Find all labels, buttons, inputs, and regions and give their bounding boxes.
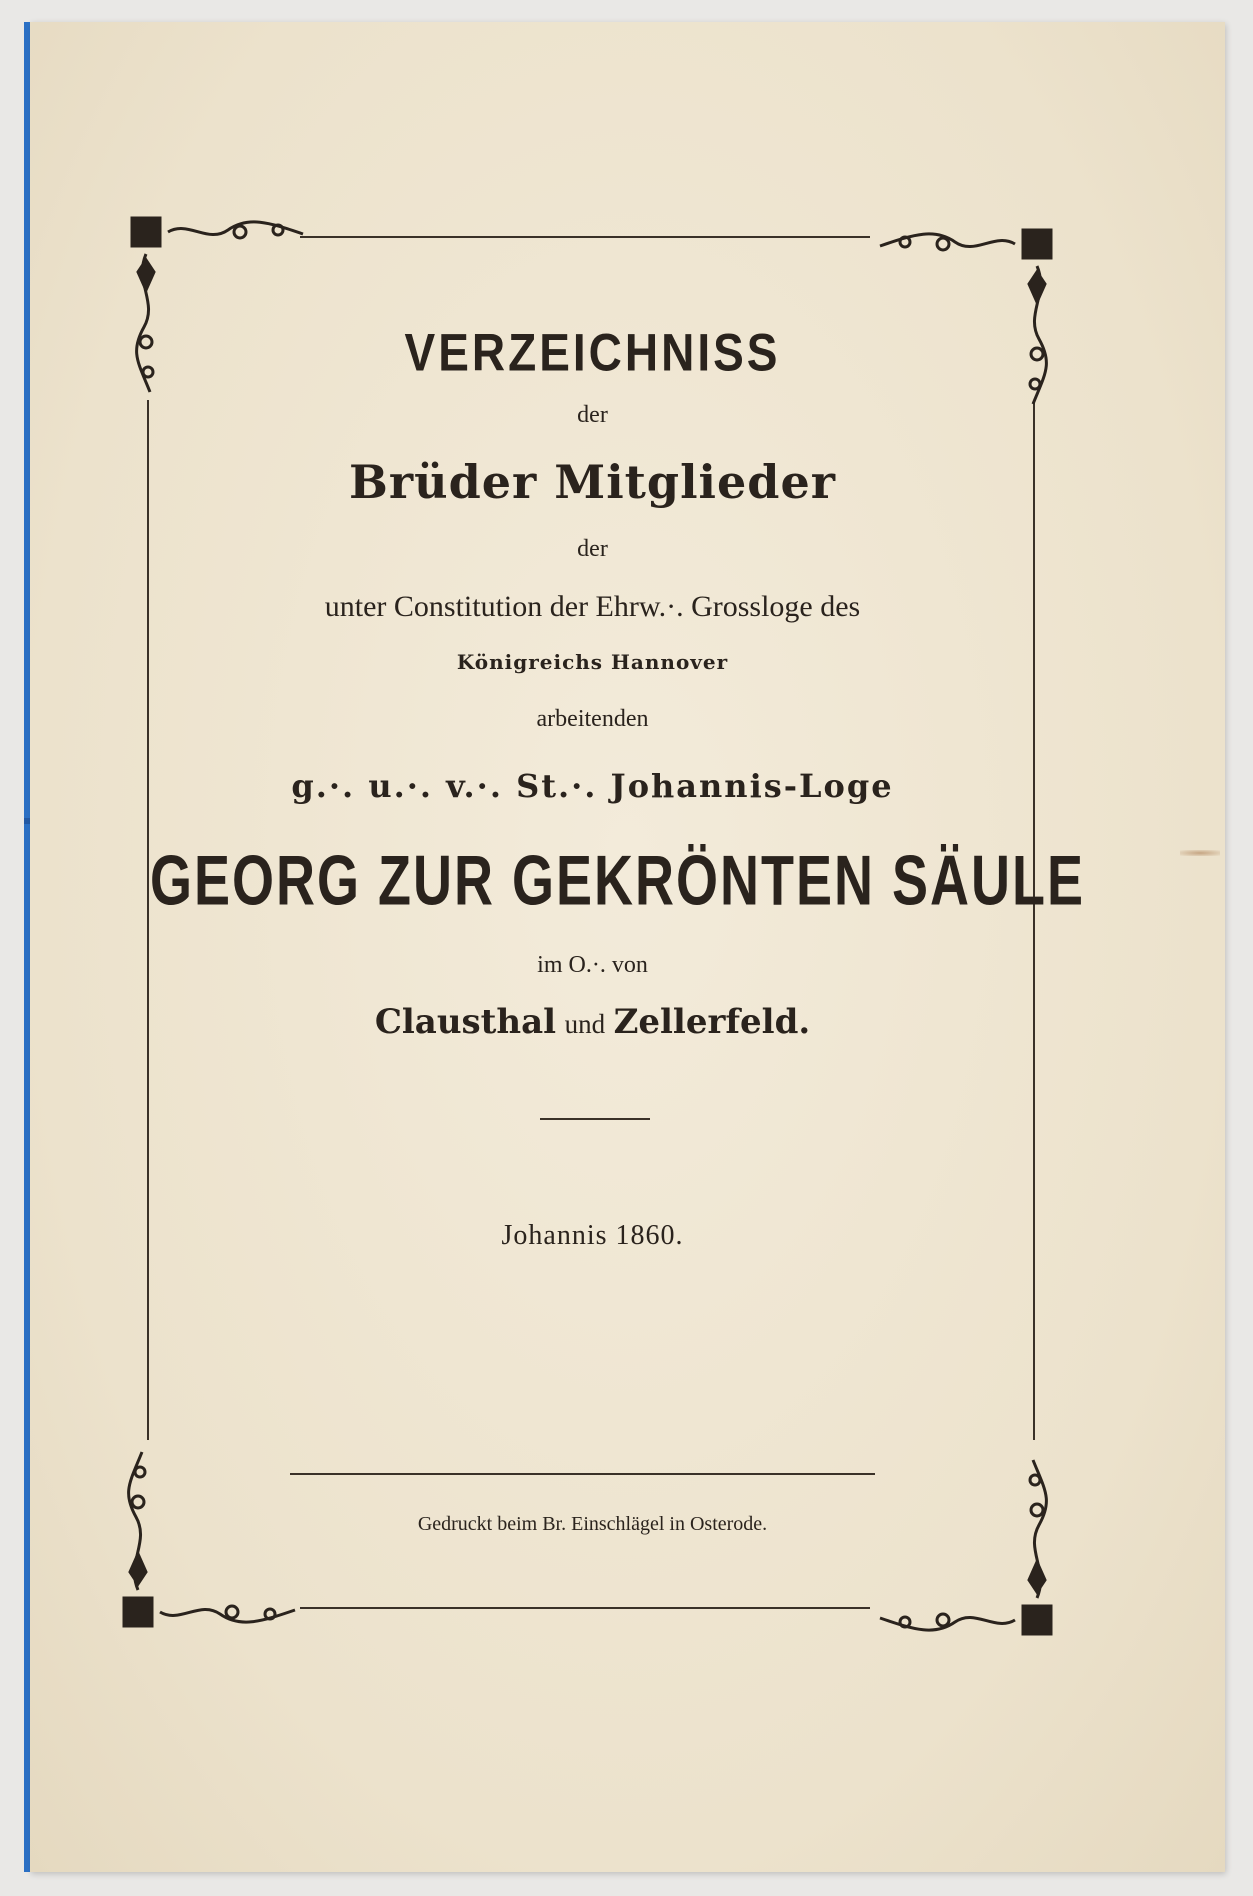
lodge-prefix: g.·. u.·. v.·. St.·. Johannis-Loge xyxy=(291,767,894,805)
frame-left-line xyxy=(147,400,149,1440)
place-join: und xyxy=(564,1009,606,1039)
kingdom-line: Königreichs Hannover xyxy=(456,650,729,674)
paper-stain xyxy=(1180,850,1220,856)
document-title: VERZEICHNISS xyxy=(404,322,781,382)
date-line: Johannis 1860. xyxy=(501,1220,684,1251)
printer-imprint: Gedruckt beim Br. Einschlägel in Osterode. xyxy=(417,1513,768,1535)
constitution-line: unter Constitution der Ehrw.·. Grossloge des xyxy=(324,590,861,623)
working-line: arbeitenden xyxy=(536,706,649,732)
short-divider xyxy=(540,1118,650,1120)
connector-der-1: der xyxy=(577,402,608,428)
place-clausthal: Clausthal xyxy=(374,1002,557,1042)
lodge-name: GEORG ZUR GEKRÖNTEN SÄULE xyxy=(150,842,1086,920)
connector-der-2: der xyxy=(577,536,608,562)
title-page-content xyxy=(150,230,1086,1610)
place-line xyxy=(150,1002,1035,1042)
place-zellerfeld: Zellerfeld. xyxy=(613,1002,811,1042)
imprint-divider xyxy=(290,1473,875,1475)
orient-line: im O.·. von xyxy=(537,952,648,978)
members-heading: Brüder Mitglieder xyxy=(349,455,836,509)
